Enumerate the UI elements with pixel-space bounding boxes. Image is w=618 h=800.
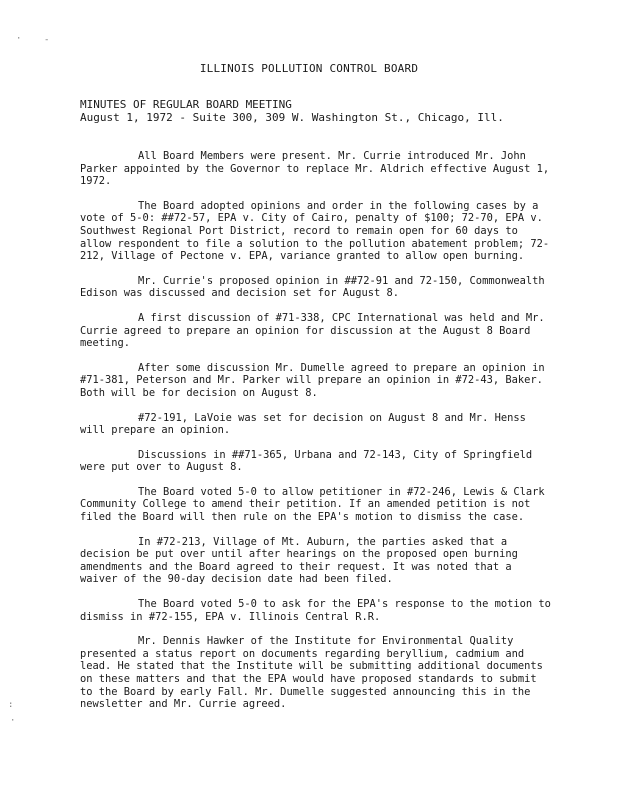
paragraph: After some discussion Mr. Dumelle agreed to prepare an opinion in #71-381, Peterson and Mr. Parker will prepare an opinion in #72-43, Baker. Both will be for decision on August 8.	[80, 361, 545, 399]
scan-speck: ·	[10, 716, 16, 726]
paragraph: The Board adopted opinions and order in the following cases by a vote of 5-0: ##72-57, EPA v. City of Cairo, penalty of $100; 72-70, EPA v. Southwest Regional Port District, record to remain open for 60 days to allow respondent to file a solution to the pollution abatement problem; 72-212, Village of Pectone v. EPA, variance granted to allow open burning.	[80, 199, 550, 263]
minutes-title: MINUTES OF REGULAR BOARD MEETING	[80, 98, 292, 111]
paragraph: Discussions in ##71-365, Urbana and 72-143, City of Springfield were put over to August 8.	[80, 448, 533, 474]
minutes-body	[80, 150, 555, 723]
paragraph: The Board voted 5-0 to allow petitioner in #72-246, Lewis & Clark Community College to amend their petition. If an amended petition is not filed the Board will then rule on the EPA's motion to dismiss the case.	[80, 485, 545, 524]
paragraph: All Board Members were present. Mr. Currie introduced Mr. John Parker appointed by the Governor to replace Mr. Aldrich effective August 1, 1972.	[80, 150, 550, 188]
paragraph: The Board voted 5-0 to ask for the EPA's response to the motion to dismiss in #72-155, EPA v. Illinois Central R.R.	[80, 598, 551, 623]
paragraph: #72-191, LaVoie was set for decision on August 8 and Mr. Henss will prepare an opinion.	[80, 411, 526, 437]
meeting-date-location: August 1, 1972 - Suite 300, 309 W. Washington St., Chicago, Ill.	[80, 111, 504, 124]
paragraph: A first discussion of #71-338, CPC International was held and Mr. Currie agreed to prepare an opinion for discussion at the August 8 Board meeting.	[80, 311, 545, 350]
paragraph: Mr. Currie's proposed opinion in ##72-91 and 72-150, Commonwealth Edison was discussed and decision set for August 8.	[80, 274, 545, 300]
paragraph: Mr. Dennis Hawker of the Institute for Environmental Quality presented a status report on documents regarding beryllium, cadmium and lead. He stated that the Institute will be submitting additional documents on these matters and that the EPA would have proposed standards to submit to the Board by early Fall. Mr. Dumelle suggested announcing this in the newsletter and Mr. Currie agreed.	[80, 635, 543, 711]
board-header: ILLINOIS POLLUTION CONTROL BOARD	[199, 62, 419, 75]
scan-speck: :	[8, 700, 14, 710]
scan-speck: ·	[16, 34, 22, 44]
paragraph: In #72-213, Village of Mt. Auburn, the parties asked that a decision be put over until after hearings on the proposed open burning amendments and the Board agreed to their request. It was noted that a waiver of the 90-day decision date had been filed.	[80, 535, 518, 586]
scan-speck: -	[44, 35, 50, 45]
